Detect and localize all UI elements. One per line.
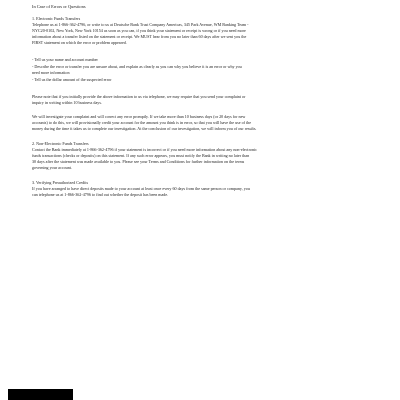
section-1-paragraph-line: FIRST statement on which the error or problem appeared. xyxy=(32,40,127,45)
investigation-paragraph-line: money during the time it takes us to complete our investigation. At the conclusion of our investigation, we will inform you of our results. xyxy=(32,126,257,131)
bullet-item: need more information xyxy=(32,70,70,75)
section-2-paragraph-line: Contact the Bank immediately at 1-866-362-4796 if your statement is incorrect or if you need more information about any non-electronic xyxy=(32,147,257,152)
bullet-item: - Tell us the dollar amount of the suspected error xyxy=(32,77,112,82)
investigation-paragraph-line: We will investigate your complaint and will correct any error promptly. If we take more than 10 business days (or 20 days for new xyxy=(32,114,246,119)
section-2-paragraph-line: 30 days after the statement was made available to you. Please see your Terms and Conditions for further information on the terms xyxy=(32,159,245,164)
redaction-bar xyxy=(8,389,73,400)
section-2-paragraph-line: funds transactions (checks or deposits) on this statement. If any such error appears, you must notify the Bank in writing no later than xyxy=(32,153,250,158)
section-3-paragraph-line: If you have arranged to have direct deposits made to your account at least once every 60 days from the same person or company, you xyxy=(32,186,250,191)
investigation-paragraph-line: accounts) to do this, we will provisionally credit your account for the amount you think is in error, so that you will have the use of the xyxy=(32,120,252,125)
section-3-paragraph-line: can telephone us at 1-866-362-4796 to find out whether the deposit has been made. xyxy=(32,192,169,197)
section-1-paragraph-line: Telephone us at 1-866-362-4796, or write to us at Deutsche Bank Trust Company Americas, 345 Park Avenue, WM Banking Team - xyxy=(32,22,249,27)
section-1-heading: 1. Electronic Funds Transfers xyxy=(32,16,81,21)
notice-paragraph-line: Please note that if you initially provide the above information to us via telephone, we may require that you send your complaint or xyxy=(32,94,246,99)
section-2-heading: 2. Non-Electronic Funds Transfers xyxy=(32,141,89,146)
document-title: In Case of Errors or Questions xyxy=(32,4,86,9)
section-3-heading: 3. Verifying Preauthorized Credits xyxy=(32,180,89,185)
section-1-paragraph-line: information about a transfer listed on the statement or receipt. We MUST hear from you no later than 60 days after we sent you the xyxy=(32,34,247,39)
bullet-item: - Describe the error or transfer you are unsure about, and explain as clearly as you can why you believe it is an error or why you xyxy=(32,64,242,69)
section-2-paragraph-line: governing your account. xyxy=(32,165,72,170)
section-1-paragraph-line: NYC20-0102, New York, New York 10154 as soon as you can, if you think your statement or receipt is wrong or if you need more xyxy=(32,28,246,33)
notice-paragraph-line: inquiry in writing within 10 business days. xyxy=(32,100,102,105)
bullet-item: - Tell us your name and account number xyxy=(32,57,98,62)
